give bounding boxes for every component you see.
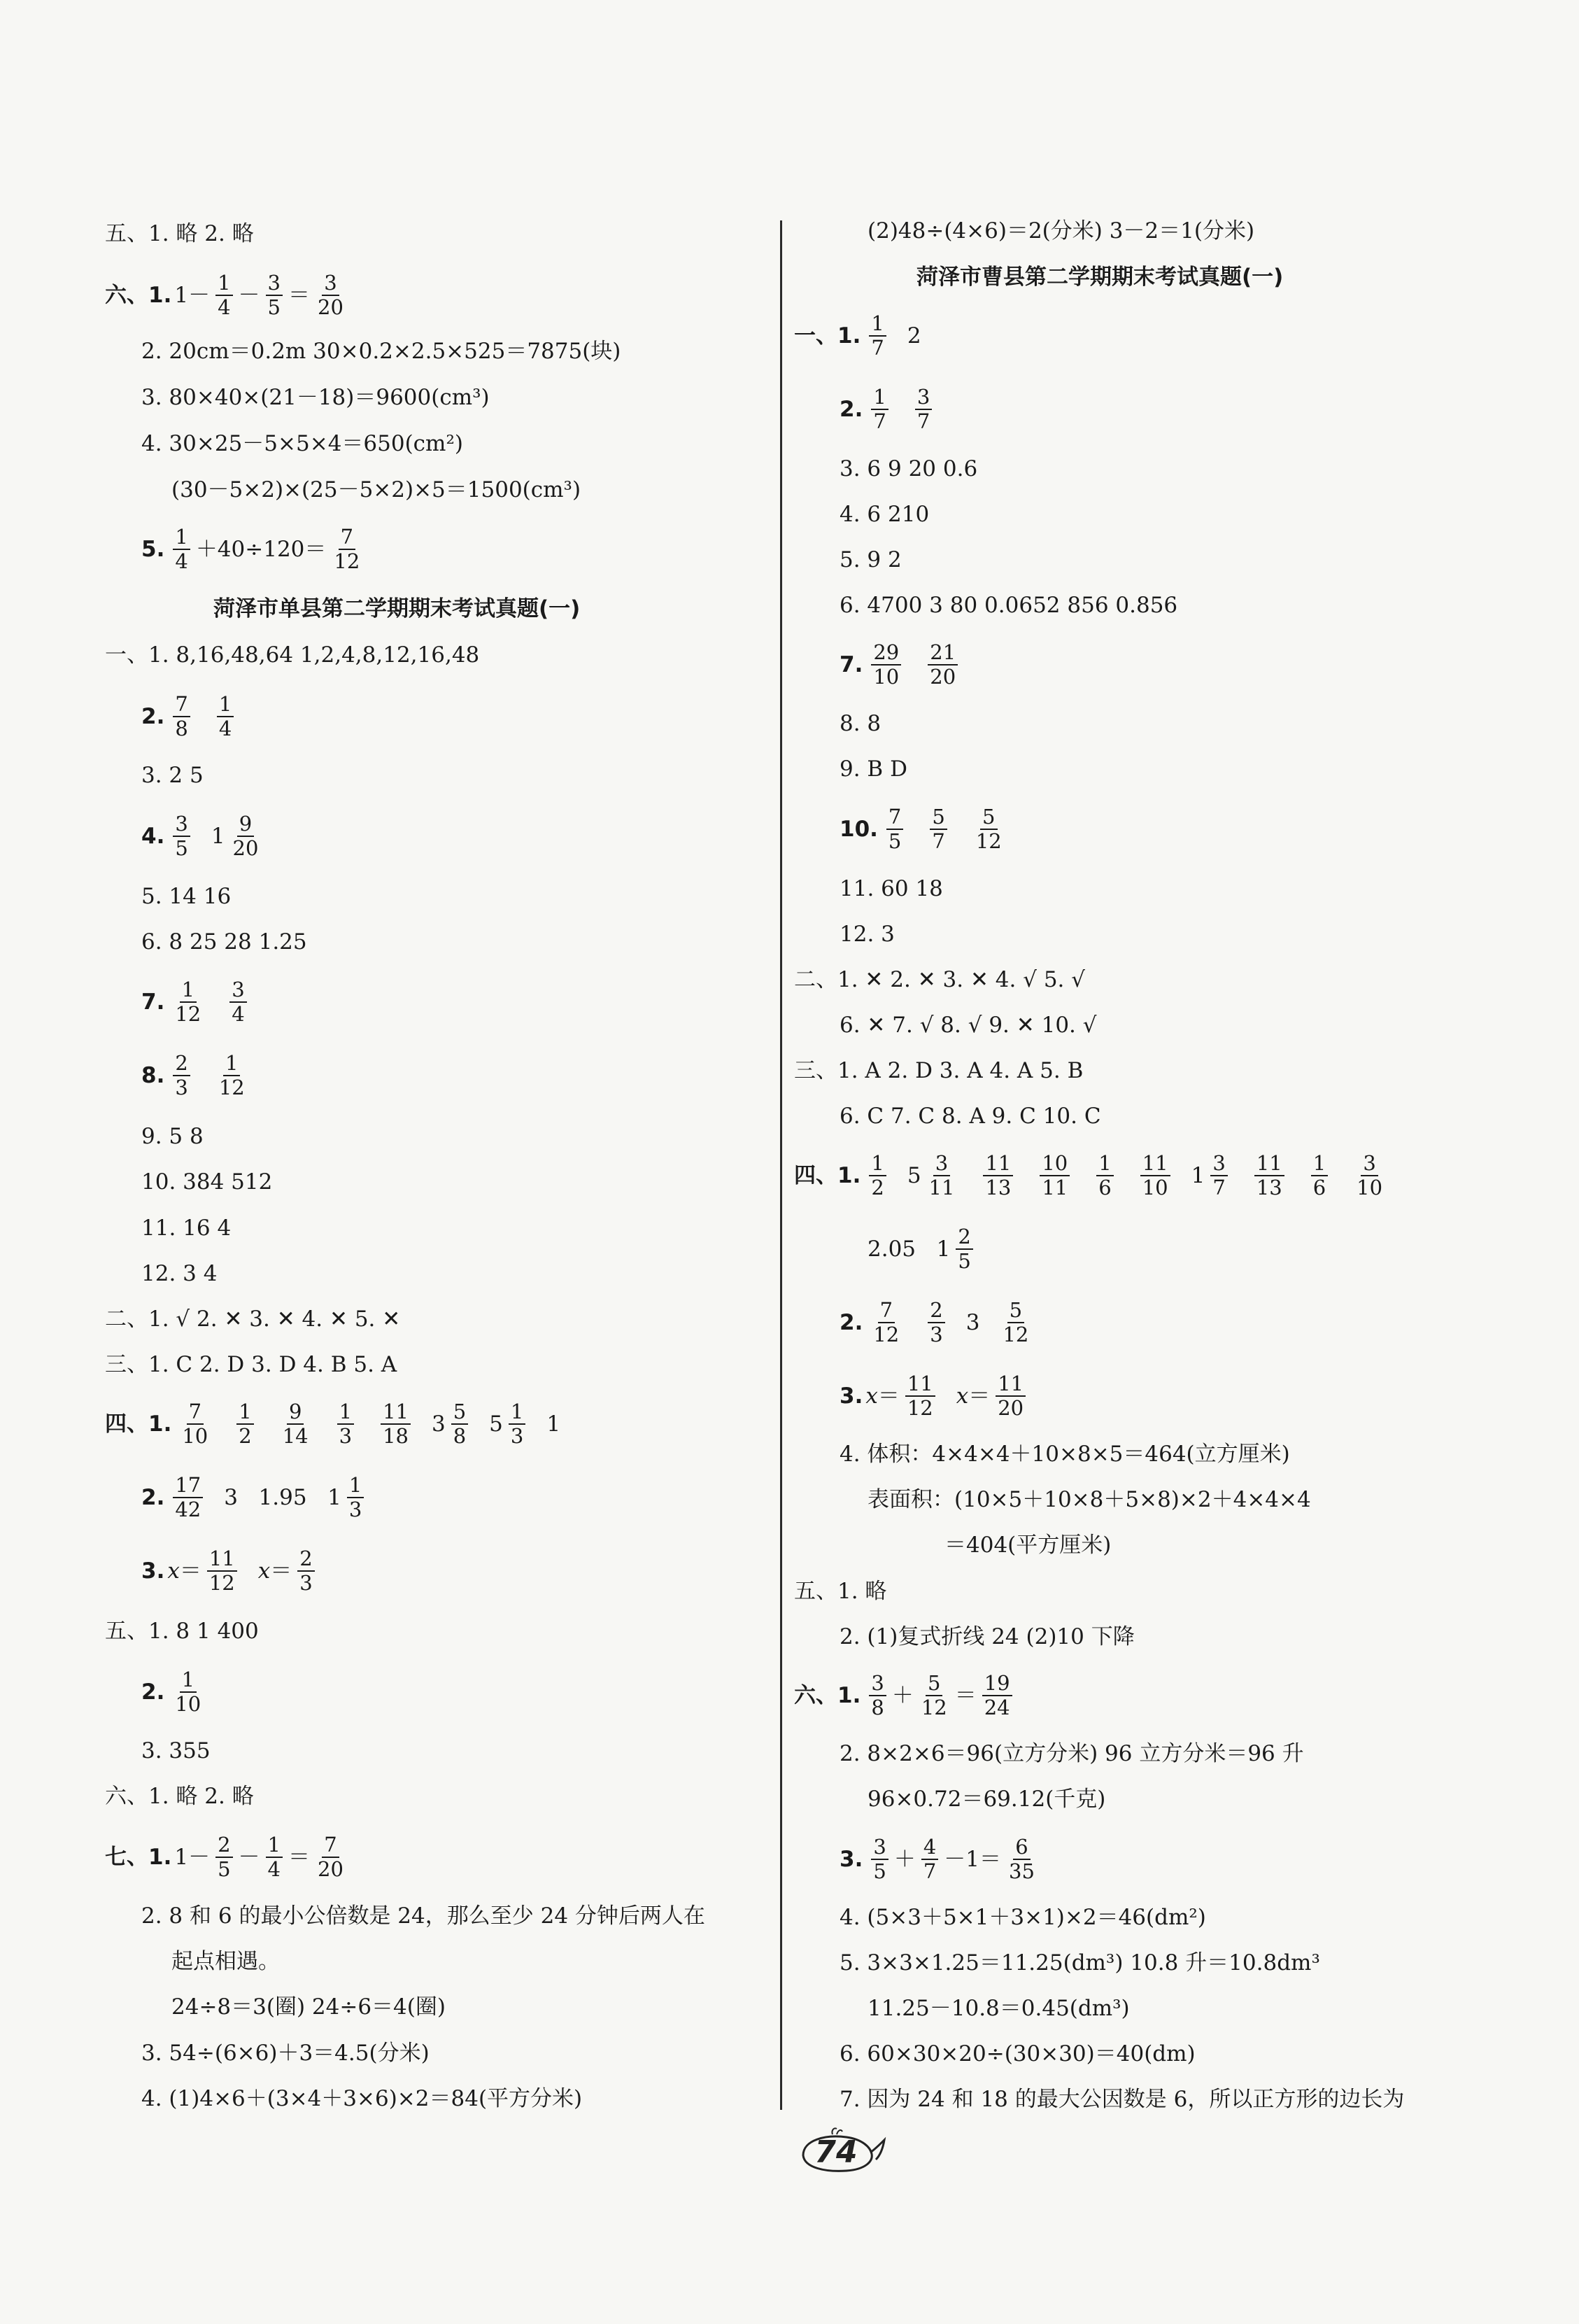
answer-line: 12. 3: [840, 922, 895, 947]
fraction: $\frac{1}{10}$: [175, 1668, 201, 1716]
answer-line-fraction: 3. x ＝ $\frac{11}{12}$ x ＝ $\frac{11}{20}$: [840, 1368, 1031, 1424]
fraction: $\frac{19}{24}$: [982, 1672, 1012, 1719]
fraction: $\frac{1}{2}$: [236, 1400, 253, 1448]
answer-line: 2. (1)复式折线 24 (2)10 下降: [840, 1624, 1135, 1649]
answer-line-fraction: 3. x ＝ $\frac{11}{12}$ x ＝ $\frac{2}{3}$: [141, 1543, 320, 1599]
answer-line: 表面积：(10×5＋10×8＋5×8)×2＋4×4×4: [868, 1487, 1311, 1512]
fraction: $\frac{1}{6}$: [1311, 1152, 1328, 1199]
answer-line-fraction: 2. $\frac{17}{42}$ 3 1.95 1 $\frac{1}{3}$: [141, 1470, 369, 1526]
column-divider: [780, 220, 782, 2110]
answer-line: 4. 30×25－5×5×4＝650(cm²): [141, 431, 463, 456]
fraction: $\frac{3}{4}$: [229, 978, 246, 1026]
fraction: $\frac{2}{3}$: [297, 1547, 314, 1595]
page-number: 74: [814, 2134, 858, 2170]
answer-line: 6. 8 25 28 1.25: [141, 929, 307, 955]
fraction: $\frac{1}{4}$: [266, 1833, 283, 1881]
answer-line: 11. 16 4: [141, 1216, 232, 1241]
fraction: $\frac{7}{20}$: [318, 1833, 344, 1881]
answer-line-fraction: 七、1. 1－ $\frac{2}{5}$ － $\frac{1}{4}$ ＝ $\frac{7}{20}$: [105, 1829, 351, 1885]
answer-line: (2)48÷(4×6)＝2(分米) 3－2＝1(分米): [868, 218, 1255, 244]
fraction: $\frac{5}{12}$: [975, 805, 1002, 853]
section-title: 菏泽市单县第二学期期末考试真题(一): [213, 596, 581, 621]
fraction: $\frac{1}{12}$: [218, 1051, 245, 1099]
answer-line: 2. 20cm＝0.2m 30×0.2×2.5×525＝7875(块): [141, 339, 621, 364]
fraction: $\frac{3}{10}$: [1357, 1151, 1383, 1199]
fraction: $\frac{3}{7}$: [1210, 1152, 1227, 1199]
answer-line: 5. 9 2: [840, 547, 902, 572]
answer-line: 起点相遇。: [171, 1949, 280, 1974]
answer-line: 3. 2 5: [141, 763, 204, 788]
answer-line-fraction: 2. $\frac{7}{8}$ $\frac{1}{4}$: [141, 689, 239, 745]
fraction: $\frac{10}{11}$: [1040, 1152, 1070, 1199]
answer-line: 11.25－10.8＝0.45(dm³): [868, 1996, 1130, 2021]
answer-line: 24÷8＝3(圈) 24÷6＝4(圈): [171, 1994, 446, 2020]
answer-line: 10. 384 512: [141, 1169, 273, 1195]
answer-line: 3. 355: [141, 1738, 211, 1763]
answer-line-fraction: 2. $\frac{7}{12}$ $\frac{2}{3}$ 3 $\frac{5}{12}$: [840, 1295, 1036, 1351]
fraction: $\frac{1}{12}$: [175, 978, 201, 1026]
fraction: $\frac{1}{4}$: [215, 272, 232, 319]
fraction: $\frac{3}{5}$: [173, 812, 190, 860]
answer-line: 6. 4700 3 80 0.0652 856 0.856: [840, 593, 1178, 618]
fraction: $\frac{9}{20}$: [232, 812, 259, 860]
answer-line: 8. 8: [840, 711, 881, 736]
fraction: $\frac{1}{3}$: [347, 1474, 364, 1521]
fraction: $\frac{3}{7}$: [915, 386, 932, 433]
answer-line: 二、1. ✕ 2. ✕ 3. ✕ 4. √ 5. √: [794, 967, 1086, 992]
answer-line: 6. 60×30×20÷(30×30)＝40(dm): [840, 2041, 1196, 2066]
fraction: $\frac{3}{11}$: [928, 1151, 955, 1199]
fraction: $\frac{3}{20}$: [318, 271, 344, 319]
answer-line: 六、1. 略 2. 略: [105, 1784, 254, 1809]
fraction: $\frac{7}{10}$: [182, 1400, 208, 1448]
answer-line-fraction: 四、1. $\frac{1}{2}$ 5 $\frac{3}{11}$ $\frac{11}{13}$ $\frac{10}{11}$ $\frac{1}{6}$ $\frac{11}{10}$ 1 $\frac{3}{7}$ $\frac{11}{13}$ $\frac{1}{6}$ $\frac{3}{10}$: [794, 1148, 1390, 1204]
fraction: $\frac{7}{8}$: [173, 693, 190, 740]
answer-line-fraction: 5. $\frac{1}{4}$ ＋40÷120＝ $\frac{7}{12}$: [141, 521, 367, 577]
fraction: $\frac{3}{8}$: [869, 1672, 886, 1719]
answer-line: 三、1. A 2. D 3. A 4. A 5. B: [794, 1058, 1084, 1083]
answer-line: 2. 8 和 6 的最小公倍数是 24，那么至少 24 分钟后两人在: [141, 1903, 705, 1929]
answer-line: 2. 8×2×6＝96(立方分米) 96 立方分米＝96 升: [840, 1741, 1304, 1766]
answer-line: 11. 60 18: [840, 876, 943, 901]
answer-line-fraction: 3. $\frac{3}{5}$ ＋ $\frac{4}{7}$ －1＝ $\frac{6}{35}$: [840, 1831, 1042, 1887]
answer-line-fraction: 7. $\frac{29}{10}$ $\frac{21}{20}$: [840, 637, 963, 693]
answer-line: 5. 14 16: [141, 884, 232, 909]
fraction: $\frac{3}{5}$: [871, 1836, 888, 1883]
answer-line: 7. 因为 24 和 18 的最大公因数是 6，所以正方形的边长为: [840, 2087, 1405, 2112]
answer-line: 4. (1)4×6＋(3×4＋3×6)×2＝84(平方分米): [141, 2086, 583, 2111]
fraction: $\frac{4}{7}$: [921, 1836, 938, 1883]
answer-line-fraction: 2. $\frac{1}{7}$ $\frac{3}{7}$: [840, 381, 937, 437]
fraction: $\frac{21}{20}$: [928, 641, 958, 689]
fraction: $\frac{7}{5}$: [886, 805, 903, 853]
fraction: $\frac{11}{13}$: [983, 1152, 1013, 1199]
answer-line: 3. 80×40×(21－18)＝9600(cm³): [141, 385, 490, 410]
answer-line: 6. C 7. C 8. A 9. C 10. C: [840, 1104, 1101, 1129]
answer-line-fraction: 2. $\frac{1}{10}$: [141, 1664, 208, 1720]
fraction: $\frac{11}{12}$: [207, 1547, 237, 1595]
answer-line: 4. 体积：4×4×4＋10×8×5＝464(立方厘米): [840, 1442, 1290, 1467]
answer-line: 一、1. 8,16,48,64 1,2,4,8,12,16,48: [105, 642, 480, 668]
answer-line: 三、1. C 2. D 3. D 4. B 5. A: [105, 1352, 397, 1377]
answer-line-fraction: 2.05 1 $\frac{2}{5}$: [868, 1221, 979, 1277]
fraction: $\frac{2}{5}$: [215, 1833, 232, 1881]
answer-line: 5. 3×3×1.25＝11.25(dm³) 10.8 升＝10.8dm³: [840, 1950, 1320, 1976]
fraction: $\frac{1}{4}$: [217, 693, 234, 740]
fraction: $\frac{11}{12}$: [905, 1372, 935, 1420]
fraction: $\frac{3}{5}$: [266, 272, 283, 319]
answer-line-fraction: 一、1. $\frac{1}{7}$ 2: [794, 311, 921, 360]
answer-line: 五、1. 8 1 400: [105, 1619, 259, 1644]
fraction: $\frac{1}{4}$: [173, 526, 190, 573]
section-title: 菏泽市曹县第二学期期末考试真题(一): [916, 265, 1284, 290]
fraction: $\frac{2}{3}$: [173, 1052, 190, 1099]
fraction: $\frac{1}{3}$: [509, 1400, 525, 1448]
fraction: $\frac{1}{7}$: [869, 312, 886, 360]
fraction: $\frac{2}{5}$: [956, 1225, 972, 1273]
fraction: $\frac{6}{35}$: [1009, 1835, 1035, 1883]
fraction: $\frac{1}{6}$: [1096, 1152, 1113, 1199]
answer-line-fraction: 4. $\frac{3}{5}$ 1 $\frac{9}{20}$: [141, 808, 266, 864]
answer-line: 6. ✕ 7. √ 8. √ 9. ✕ 10. √: [840, 1013, 1097, 1038]
page-number-badge: [798, 2127, 888, 2176]
fraction: $\frac{9}{14}$: [282, 1400, 309, 1448]
answer-line: 96×0.72＝69.12(千克): [868, 1787, 1106, 1812]
answer-line: 4. 6 210: [840, 502, 930, 527]
fraction: $\frac{17}{42}$: [173, 1474, 203, 1521]
fraction: $\frac{29}{10}$: [871, 641, 901, 689]
fraction: $\frac{1}{7}$: [871, 386, 888, 433]
fraction: $\frac{11}{20}$: [996, 1372, 1026, 1420]
answer-line: ＝404(平方厘米): [944, 1533, 1112, 1558]
answer-line: 五、1. 略: [794, 1579, 887, 1604]
answer-line-fraction: 10. $\frac{7}{5}$ $\frac{5}{7}$ $\frac{5}{12}$: [840, 801, 1010, 857]
fraction: $\frac{1}{2}$: [869, 1152, 886, 1199]
answer-line: (30－5×2)×(25－5×2)×5＝1500(cm³): [171, 477, 581, 502]
fraction: $\frac{5}{7}$: [930, 805, 947, 853]
answer-line: 9. 5 8: [141, 1124, 204, 1149]
answer-line-fraction: 8. $\frac{2}{3}$ $\frac{1}{12}$: [141, 1048, 253, 1104]
answer-line: 3. 54÷(6×6)＋3＝4.5(分米): [141, 2041, 430, 2066]
fraction: $\frac{1}{3}$: [337, 1400, 354, 1448]
answer-line: 二、1. √ 2. ✕ 3. ✕ 4. ✕ 5. ✕: [105, 1307, 401, 1332]
fraction: $\frac{2}{3}$: [928, 1299, 944, 1346]
answer-line: 4. (5×3＋5×1＋3×1)×2＝46(dm²): [840, 1905, 1206, 1930]
fraction: $\frac{7}{12}$: [873, 1298, 900, 1346]
fraction: $\frac{5}{8}$: [451, 1400, 468, 1448]
fraction: $\frac{5}{12}$: [921, 1671, 947, 1719]
fraction: $\frac{11}{10}$: [1140, 1152, 1170, 1199]
answer-line-fraction: 六、1. 1－ $\frac{1}{4}$ － $\frac{3}{5}$ ＝ $\frac{3}{20}$: [105, 267, 351, 323]
fraction: $\frac{5}{12}$: [1003, 1298, 1029, 1346]
fraction: $\frac{11}{18}$: [381, 1400, 411, 1448]
answer-line-fraction: 7. $\frac{1}{12}$ $\frac{3}{4}$: [141, 974, 253, 1030]
answer-line: 9. B D: [840, 756, 907, 782]
answer-line: 3. 6 9 20 0.6: [840, 456, 978, 481]
answer-line-fraction: 六、1. $\frac{3}{8}$ ＋ $\frac{5}{12}$ ＝ $\frac{19}{24}$: [794, 1668, 1018, 1724]
fraction: $\frac{7}{12}$: [334, 525, 360, 573]
answer-line-fraction: 四、1. $\frac{7}{10}$ $\frac{1}{2}$ $\frac{9}{14}$ $\frac{1}{3}$ $\frac{11}{18}$ 3 $\frac{5}{8}$ 5 $\frac{1}{3}$ 1: [105, 1400, 561, 1448]
answer-line: 12. 3 4: [141, 1261, 218, 1286]
fraction: $\frac{11}{13}$: [1254, 1152, 1284, 1199]
text: 1－: [174, 283, 211, 308]
answer-line: 五、1. 略 2. 略: [105, 221, 254, 246]
